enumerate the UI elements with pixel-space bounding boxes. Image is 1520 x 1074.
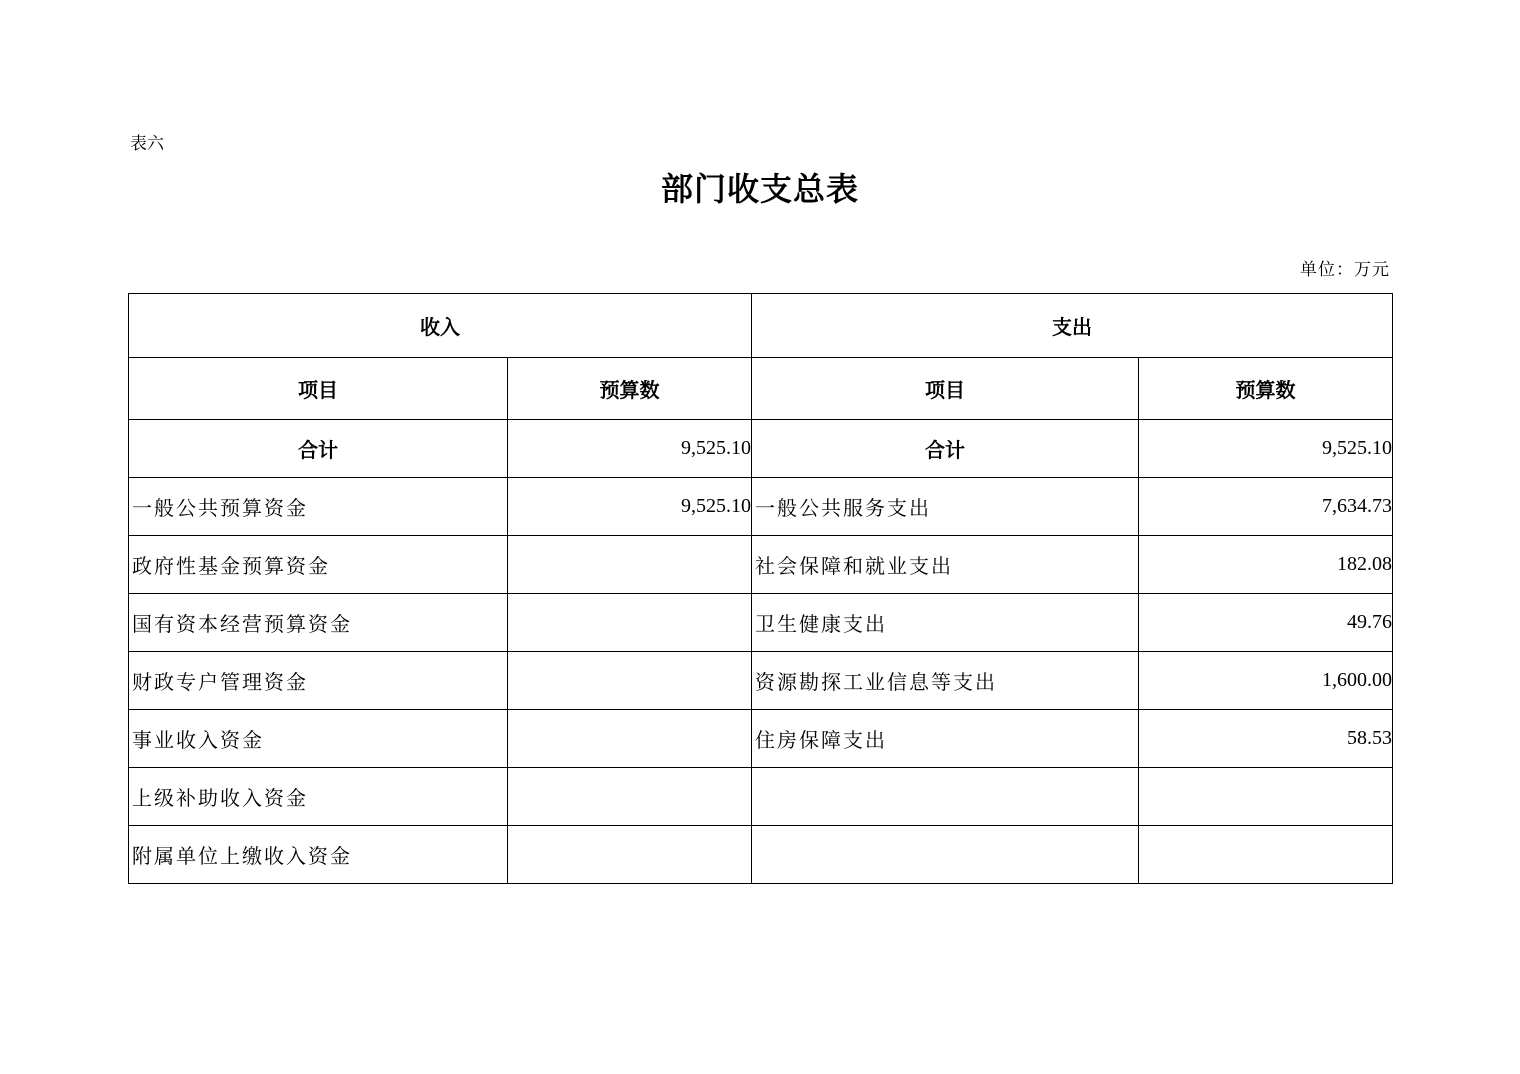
income-item: 国有资本经营预算资金 <box>129 594 508 652</box>
income-item: 上级补助收入资金 <box>129 768 508 826</box>
expense-value: 1,600.00 <box>1139 652 1393 710</box>
table-row <box>129 594 1393 652</box>
budget-table-body <box>129 294 1393 884</box>
income-value <box>508 710 752 768</box>
page-title: 部门收支总表 <box>660 170 859 208</box>
income-value <box>508 768 752 826</box>
expense-item <box>752 826 1139 884</box>
expense-total-value: 9,525.10 <box>1139 420 1393 478</box>
expense-value: 182.08 <box>1139 536 1393 594</box>
expense-budget-header: 预算数 <box>1139 358 1393 420</box>
expense-item: 一般公共服务支出 <box>752 478 1139 536</box>
expense-total-label: 合计 <box>752 420 1139 478</box>
income-item-header: 项目 <box>129 358 508 420</box>
expense-value <box>1139 826 1393 884</box>
income-item: 政府性基金预算资金 <box>129 536 508 594</box>
table-label: 表六 <box>130 134 164 154</box>
income-value <box>508 594 752 652</box>
table-row <box>129 478 1393 536</box>
table-row <box>129 826 1393 884</box>
income-item: 一般公共预算资金 <box>129 478 508 536</box>
income-value <box>508 536 752 594</box>
expense-value: 7,634.73 <box>1139 478 1393 536</box>
income-item: 财政专户管理资金 <box>129 652 508 710</box>
table-row <box>129 536 1393 594</box>
income-item: 附属单位上缴收入资金 <box>129 826 508 884</box>
expense-item-header: 项目 <box>752 358 1139 420</box>
expense-header: 支出 <box>752 294 1393 358</box>
budget-table <box>128 293 1393 884</box>
income-value: 9,525.10 <box>508 478 752 536</box>
expense-value: 49.76 <box>1139 594 1393 652</box>
income-value <box>508 826 752 884</box>
table-row <box>129 768 1393 826</box>
group-header-row <box>129 294 1393 358</box>
expense-item: 社会保障和就业支出 <box>752 536 1139 594</box>
income-value <box>508 652 752 710</box>
table-row <box>129 652 1393 710</box>
column-header-row <box>129 358 1393 420</box>
expense-value: 58.53 <box>1139 710 1393 768</box>
expense-item <box>752 768 1139 826</box>
table-row <box>129 710 1393 768</box>
expense-item: 资源勘探工业信息等支出 <box>752 652 1139 710</box>
expense-value <box>1139 768 1393 826</box>
income-total-label: 合计 <box>129 420 508 478</box>
expense-item: 卫生健康支出 <box>752 594 1139 652</box>
income-header: 收入 <box>129 294 752 358</box>
total-row <box>129 420 1393 478</box>
income-item: 事业收入资金 <box>129 710 508 768</box>
income-total-value: 9,525.10 <box>508 420 752 478</box>
income-budget-header: 预算数 <box>508 358 752 420</box>
unit-label: 单位：万元 <box>1300 260 1390 280</box>
expense-item: 住房保障支出 <box>752 710 1139 768</box>
